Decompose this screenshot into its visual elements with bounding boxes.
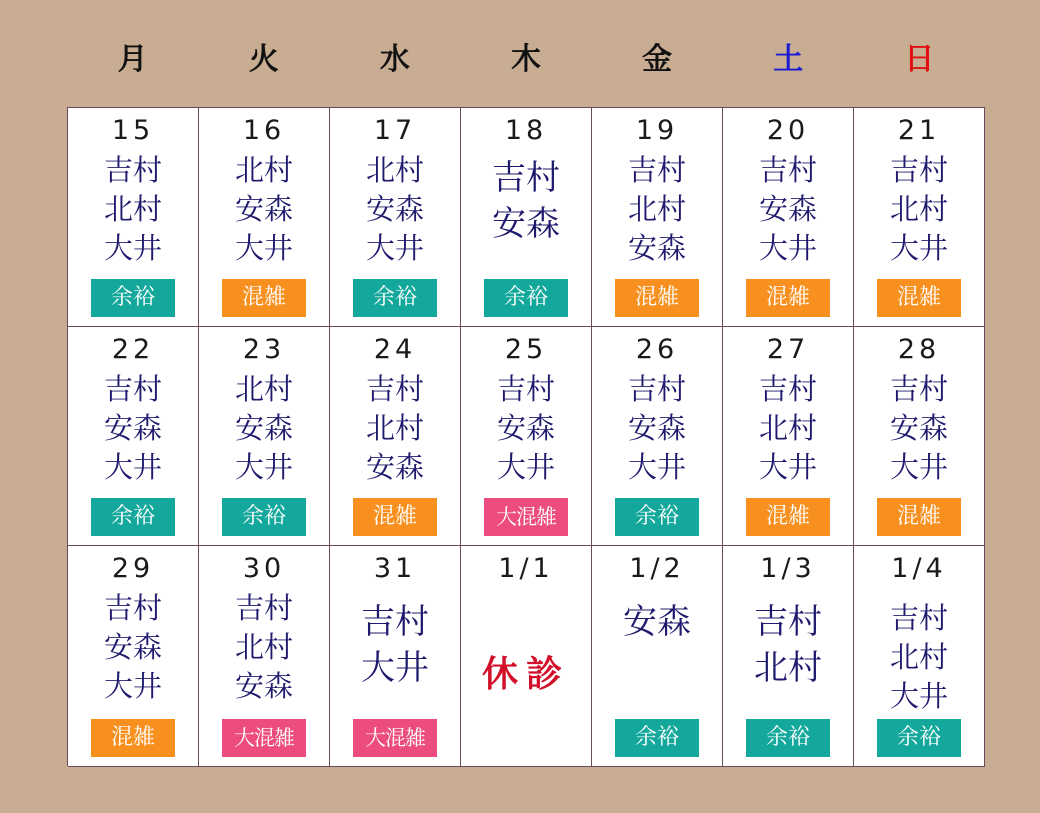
doctor-name: 安森	[492, 204, 560, 244]
doctor-list	[890, 151, 948, 268]
day-cell	[592, 108, 723, 327]
doctor-name: 安森	[103, 630, 162, 664]
doctor-name: 安森	[234, 192, 293, 226]
weekday-label: 日	[904, 42, 935, 77]
day-date: 20	[766, 115, 810, 146]
day-cell	[330, 546, 461, 767]
doctor-name: 安森	[365, 450, 424, 484]
day-date: 27	[766, 334, 810, 365]
doctor-name: 北村	[758, 411, 817, 445]
day-cell	[723, 108, 854, 327]
day-cell	[68, 108, 199, 327]
doctor-list	[492, 155, 560, 247]
status-badge: 混雑	[746, 498, 830, 536]
doctor-name: 安森	[627, 231, 686, 265]
day-date: 17	[373, 115, 417, 146]
doctor-name: 大井	[627, 450, 686, 484]
doctor-list	[628, 370, 686, 487]
day-date: 24	[373, 334, 417, 365]
doctor-list	[361, 599, 429, 691]
doctor-list	[759, 151, 817, 268]
doctor-name: 大井	[889, 231, 948, 265]
doctor-list	[628, 151, 686, 268]
day-date: 16	[242, 115, 286, 146]
doctor-name: 大井	[365, 231, 424, 265]
day-date: 1/3	[760, 553, 816, 584]
doctor-name: 大井	[361, 648, 429, 688]
status-badge: 混雑	[746, 279, 830, 317]
doctor-name: 大井	[758, 231, 817, 265]
doctor-name: 安森	[627, 411, 686, 445]
doctor-name: 安森	[365, 192, 424, 226]
day-cell	[723, 546, 854, 767]
status-badge: 混雑	[353, 498, 437, 536]
status-badge: 余裕	[484, 279, 568, 317]
doctor-name: 吉村	[627, 372, 686, 406]
doctor-name: 安森	[623, 602, 691, 642]
status-badge: 余裕	[222, 498, 306, 536]
doctor-name: 吉村	[627, 153, 686, 187]
status-badge: 大混雑	[353, 719, 437, 757]
doctor-name: 吉村	[492, 158, 560, 198]
doctor-name: 吉村	[754, 602, 822, 642]
day-cell	[854, 108, 985, 327]
doctor-name: 大井	[234, 450, 293, 484]
doctor-name: 大井	[103, 669, 162, 703]
doctor-name: 安森	[234, 411, 293, 445]
doctor-name: 北村	[365, 153, 424, 187]
doctor-name: 北村	[627, 192, 686, 226]
doctor-list	[366, 151, 424, 268]
doctor-name: 吉村	[103, 372, 162, 406]
status-badge: 混雑	[222, 279, 306, 317]
day-cell	[330, 327, 461, 546]
doctor-name: 大井	[234, 231, 293, 265]
day-cell	[592, 546, 723, 767]
day-date: 31	[373, 553, 417, 584]
status-badge: 混雑	[91, 719, 175, 757]
day-date: 15	[111, 115, 155, 146]
day-cell	[68, 327, 199, 546]
weekday-label: 木	[510, 42, 541, 77]
doctor-list	[890, 599, 948, 716]
status-badge: 大混雑	[222, 719, 306, 757]
status-badge: 余裕	[877, 719, 961, 757]
doctor-name: 吉村	[234, 591, 293, 625]
doctor-name: 安森	[234, 669, 293, 703]
day-cell	[854, 327, 985, 546]
day-cell	[461, 546, 592, 767]
weekday-label: 月	[117, 42, 148, 77]
doctor-name: 吉村	[889, 153, 948, 187]
doctor-list	[235, 589, 293, 706]
doctor-name: 北村	[889, 192, 948, 226]
doctor-list	[104, 589, 162, 706]
day-cell	[854, 546, 985, 767]
doctor-list	[754, 599, 822, 691]
doctor-name: 北村	[234, 372, 293, 406]
status-badge: 混雑	[877, 279, 961, 317]
weekday-label: 火	[248, 42, 279, 77]
day-date: 19	[635, 115, 679, 146]
status-badge: 余裕	[353, 279, 437, 317]
status-badge: 混雑	[877, 498, 961, 536]
doctor-name: 安森	[496, 411, 555, 445]
doctor-name: 吉村	[103, 153, 162, 187]
doctor-name: 安森	[103, 411, 162, 445]
day-cell	[199, 546, 330, 767]
doctor-name: 大井	[496, 450, 555, 484]
weekday-label: 金	[642, 42, 673, 77]
doctor-name: 吉村	[496, 372, 555, 406]
day-date: 29	[111, 553, 155, 584]
doctor-name: 安森	[889, 411, 948, 445]
status-badge: 余裕	[91, 279, 175, 317]
day-date: 1/2	[629, 553, 685, 584]
day-cell	[199, 327, 330, 546]
doctor-name: 吉村	[889, 601, 948, 635]
doctor-name: 吉村	[889, 372, 948, 406]
doctor-name: 吉村	[103, 591, 162, 625]
day-date: 1/1	[498, 553, 554, 584]
doctor-list	[104, 370, 162, 487]
doctor-name: 大井	[103, 231, 162, 265]
doctor-name: 北村	[889, 640, 948, 674]
doctor-name: 北村	[754, 648, 822, 688]
doctor-list	[759, 370, 817, 487]
day-cell	[461, 108, 592, 327]
doctor-list	[497, 370, 555, 487]
doctor-name: 吉村	[365, 372, 424, 406]
doctor-list	[623, 599, 691, 645]
status-badge: 余裕	[91, 498, 175, 536]
closed-label: 休診	[481, 654, 570, 695]
day-cell	[199, 108, 330, 327]
status-badge: 混雑	[615, 279, 699, 317]
day-cell	[461, 327, 592, 546]
day-date: 1/4	[891, 553, 947, 584]
day-cell	[592, 327, 723, 546]
doctor-name: 大井	[889, 679, 948, 713]
day-date: 21	[897, 115, 941, 146]
doctor-name: 大井	[889, 450, 948, 484]
status-badge: 余裕	[615, 498, 699, 536]
doctor-name: 北村	[365, 411, 424, 445]
weekday-header	[67, 40, 985, 80]
day-cell	[723, 327, 854, 546]
day-date: 22	[111, 334, 155, 365]
doctor-name: 大井	[103, 450, 162, 484]
status-badge: 大混雑	[484, 498, 568, 536]
status-badge: 余裕	[615, 719, 699, 757]
day-date: 25	[504, 334, 548, 365]
doctor-name: 北村	[234, 630, 293, 664]
doctor-name: 北村	[234, 153, 293, 187]
weekday-label: 水	[379, 42, 410, 77]
day-date: 18	[504, 115, 548, 146]
day-date: 28	[897, 334, 941, 365]
day-date: 30	[242, 553, 286, 584]
doctor-name: 吉村	[758, 372, 817, 406]
day-cell	[68, 546, 199, 767]
doctor-name: 北村	[103, 192, 162, 226]
doctor-list	[235, 151, 293, 268]
doctor-list	[104, 151, 162, 268]
weekday-label: 土	[773, 42, 804, 77]
doctor-name: 安森	[758, 192, 817, 226]
doctor-list	[890, 370, 948, 487]
doctor-list	[235, 370, 293, 487]
calendar-grid	[67, 107, 985, 766]
day-date: 26	[635, 334, 679, 365]
doctor-name: 吉村	[361, 602, 429, 642]
status-badge: 余裕	[746, 719, 830, 757]
day-date: 23	[242, 334, 286, 365]
day-cell	[330, 108, 461, 327]
doctor-list	[366, 370, 424, 487]
doctor-name: 吉村	[758, 153, 817, 187]
doctor-name: 大井	[758, 450, 817, 484]
